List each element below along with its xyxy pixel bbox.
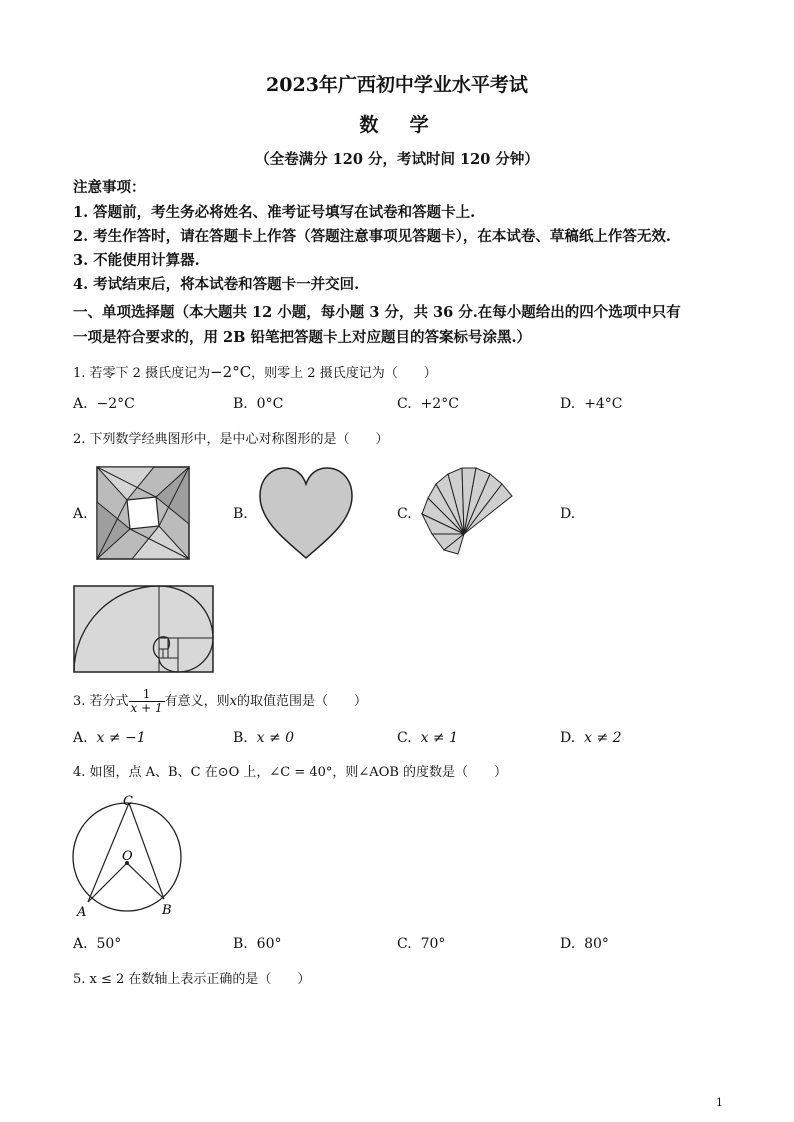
q3-option-d — [560, 730, 622, 746]
fraction-numerator: 1 — [129, 688, 165, 702]
option-text: 80° — [584, 936, 609, 952]
q4-option-d — [560, 936, 609, 952]
q2-option-c-label: C. — [397, 506, 412, 522]
q2-option-a-label: A. — [73, 506, 88, 522]
q3-option-a — [73, 730, 146, 746]
point-c-label: C — [123, 794, 133, 809]
option-label: C. — [397, 730, 412, 746]
fraction-denominator: x + 1 — [130, 701, 163, 715]
option-text: x ≠ 1 — [420, 730, 459, 746]
circle-angle-figure — [68, 790, 188, 920]
option-label: C. — [397, 396, 412, 412]
q1-stem-post: ，则零上 2 摄氏度记为（ ） — [251, 366, 437, 381]
question-2-stem: 2. 下列数学经典图形中，是中心对称图形的是（ ） — [73, 432, 389, 447]
option-label: A. — [73, 936, 88, 952]
option-text: +4°C — [584, 396, 623, 412]
option-label: B. — [233, 730, 248, 746]
subject-title: 数 学 — [359, 114, 435, 136]
q2-option-b-label: B. — [233, 506, 248, 522]
q3-option-b — [233, 730, 294, 746]
option-label: B. — [233, 396, 248, 412]
q1-option-b — [233, 396, 283, 412]
page-number: 1 — [716, 1096, 723, 1109]
option-label: D. — [560, 396, 576, 412]
exam-title: 2023年广西初中学业水平考试 — [266, 74, 528, 96]
option-label: A. — [73, 396, 88, 412]
option-label: D. — [560, 936, 576, 952]
point-a-label: A — [77, 905, 87, 920]
option-label: B. — [233, 936, 248, 952]
q4-option-c — [397, 936, 445, 952]
option-text: 0°C — [256, 396, 284, 412]
note-item-3: 3. 不能使用计算器. — [73, 252, 200, 269]
q1-option-a — [73, 396, 135, 412]
option-label: A. — [73, 730, 88, 746]
pinwheel-square-figure — [96, 466, 190, 560]
section-heading-line1: 一、单项选择题（本大题共 12 小题，每小题 3 分，共 36 分.在每小题给出的四个选项中只有 — [73, 304, 681, 321]
q4-option-a — [73, 936, 121, 952]
question-4-stem: 4. 如图，点 A、B、C 在⊙O 上，∠C = 40°，则∠AOB 的度数是（ ） — [73, 765, 508, 780]
golden-spiral-figure — [73, 585, 215, 673]
note-item-4: 4. 考试结束后，将本试卷和答题卡一并交回. — [73, 276, 360, 293]
point-b-label: B — [162, 903, 172, 918]
q3-fraction — [129, 688, 165, 715]
option-text: +2°C — [420, 396, 459, 412]
point-o-label: O — [122, 849, 133, 864]
q3-stem-var: x — [229, 694, 237, 709]
heart-figure — [258, 466, 354, 560]
q1-option-d — [560, 396, 622, 412]
exam-meta: （全卷满分 120 分，考试时间 120 分钟） — [255, 151, 539, 168]
fan-triangles-figure — [418, 462, 518, 562]
question-3-stem — [73, 688, 367, 715]
note-item-1: 1. 答题前，考生务必将姓名、准考证号填写在试卷和答题卡上. — [73, 204, 476, 221]
section-heading-line2: 一项是符合要求的，用 2B 铅笔把答题卡上对应题目的答案标号涂黑.） — [73, 329, 531, 346]
q4-option-b — [233, 936, 281, 952]
option-label: D. — [560, 730, 576, 746]
option-text: −2°C — [96, 396, 135, 412]
q3-stem-post-b: 的取值范围是（ ） — [237, 694, 368, 709]
q1-option-c — [397, 396, 459, 412]
question-5-stem: 5. x ≤ 2 在数轴上表示正确的是（ ） — [73, 972, 311, 987]
question-1-stem — [73, 362, 437, 381]
note-item-2: 2. 考生作答时，请在答题卡上作答（答题注意事项见答题卡），在本试卷、草稿纸上作答无效. — [73, 228, 671, 245]
option-text: 70° — [420, 936, 446, 952]
q1-stem-pre: 1. 若零下 2 摄氏度记为 — [73, 366, 211, 381]
option-label: C. — [397, 936, 412, 952]
q3-stem-post-a: 有意义，则 — [164, 694, 230, 709]
q3-option-c — [397, 730, 458, 746]
option-text: x ≠ −1 — [96, 730, 146, 746]
option-text: x ≠ 0 — [256, 730, 295, 746]
option-text: 60° — [256, 936, 282, 952]
q3-stem-pre: 3. 若分式 — [73, 694, 129, 709]
option-text: x ≠ 2 — [584, 730, 622, 746]
option-text: 50° — [96, 936, 122, 952]
q1-stem-math: −2°C — [210, 363, 252, 381]
notes-heading: 注意事项： — [73, 179, 146, 196]
q2-option-d-label: D. — [560, 506, 576, 522]
